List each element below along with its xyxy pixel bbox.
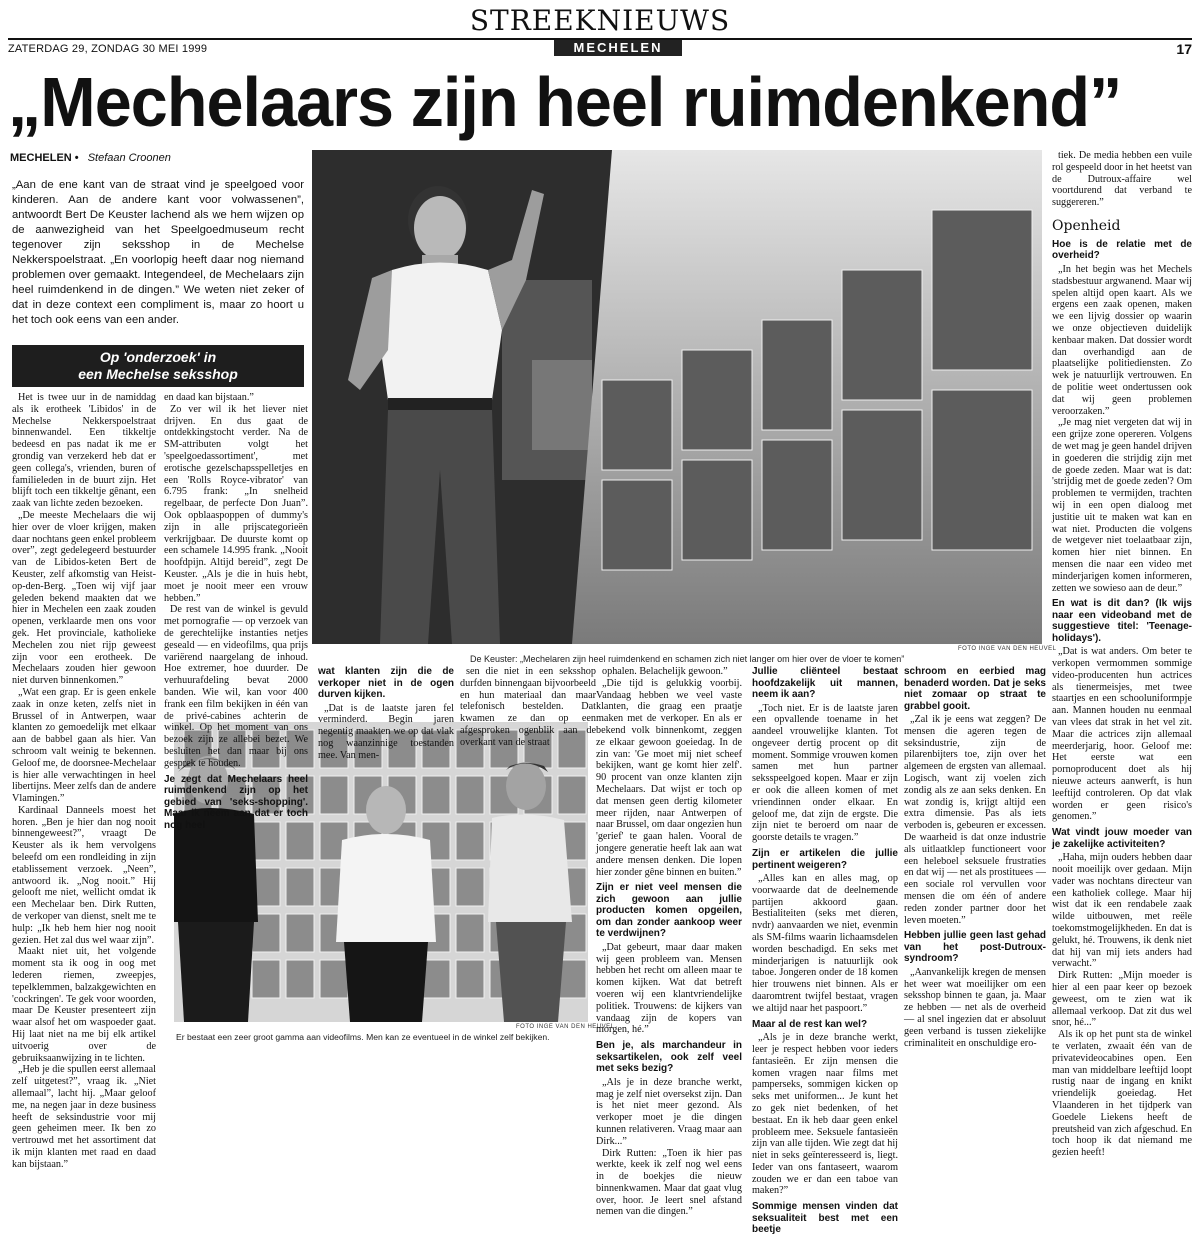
box-heading-line1: Op 'onderzoek' in: [99, 349, 217, 365]
paragraph: „Als je in deze branche werkt, mag je zelf niet oversekst zijn. Dan is het niet meer gezond. Als verkoper moet je die dingen kunnen relativeren. Vraag maar aan Dirk...”: [596, 1076, 742, 1147]
group-photo-credit: FOTO INGE VAN DEN HEUVEL: [516, 1024, 615, 1030]
group-photo-caption: Er bestaat een zeer groot gamma aan videofilms. Men kan ze eventueel in de winkel zelf bekijken.: [176, 1032, 550, 1042]
column-8: [1052, 150, 1192, 1176]
box-heading-line2: een Mechelse seksshop: [78, 366, 238, 382]
column-8-paragraphs-d: [1052, 852, 1192, 1159]
subheading-openheid: Openheid: [1052, 217, 1121, 234]
column-7-paragraphs: [904, 714, 1046, 926]
column-6: [752, 666, 899, 1236]
paragraph: „Heb je die spullen eerst allemaal zelf uitgetest?”, vraag ik. „Niet allemaal”, lacht hij. „Maar geloof me, na negen jaar in deze business heeft de seksindustrie voor mij geen geheimen meer. Ik ben zo vertrouwd met het assortiment dat ik mijn klanten met raad en daad kan bijstaan.”: [12, 1064, 156, 1170]
paragraph: sen die niet in een seksshop durfden binnengaan bijvoorbeeld en hun materiaal dan maar telefonisch bestelden. Dat kwamen ze dan op een afgesproken ogenblik aan de overkant van de straat: [460, 666, 596, 748]
paragraph: „Dat is wat anders. Om beter te verkopen vermommen sommige video-producenten hun actrices als tienermeisjes, met twee staartjes en een schooluniformpje aan. Mannen houden nu eenmaal van vlees dat strak in het vel zit. Maar die actrices zijn allemaal meerderjarig, hoor. Geloof me: Het eerste wat een pornoproducent doet als hij nieuwe acteurs aanwerft, is hun leeftijd controleren. Op dat vlak worden er geen risico's genomen.”: [1052, 646, 1192, 823]
column-7: [904, 666, 1046, 1176]
column-5-paragraphs: [596, 666, 742, 878]
column-6-paragraphs-c: [752, 1032, 898, 1197]
main-photo: [312, 150, 1042, 644]
column-4: [460, 666, 596, 748]
paragraph: „Toch niet. Er is de laatste jaren een opvallende toename in het aandeel vrouwelijke klanten. Tot ongeveer dertig procent op dit moment. Sommige vrouwen komen samen met hun partner seksspeelgoed kopen. Maar er zijn er ook die alleen komen of met vriendinnen onder elkaar. En geloof me, dat zijn de ergste. Die zijn niet te beroerd om naar de goorste details te vragen.”: [752, 702, 899, 844]
paragraph: Kardinaal Danneels moest het horen. „Ben je hier dan nog nooit binnengeweest?”, vraagt De Keuster als ik hem vervolgens beleefd om een rondleiding in zijn etablissement verzoek. „Neen”, antwoord ik. „Nog nooit.” Hij gelooft me niet, wellicht omdat ik een Mechelaar ben. Dirk Rutten, de verkoper van dienst, snelt me te hulp: „Ik heb hem hier nog nooit gezien. Het zal dus wel waar zijn”.: [12, 804, 156, 946]
issue-date: ZATERDAG 29, ZONDAG 30 MEI 1999: [8, 43, 208, 55]
masthead: [0, 4, 1200, 37]
c6-question-3: Maar al de rest kan wel?: [752, 1018, 868, 1030]
column-1: [12, 392, 156, 1176]
paragraph: „Wat een grap. Er is geen enkele zaak in onze keten, zelfs niet in Brussel of in Antwerpen, waar klanten zo gemoedelijk met elkaar aan de babbel gaan als hier. Van schroom valt weinig te bekennen. Geloof me, de doorsnee-Mechelaar is hier alle verwachtingen in heel libertijns. Meer zelfs dan de andere Vlamingen.”: [12, 686, 156, 805]
page-number: 17: [1176, 41, 1192, 57]
masthead-title: STREEKNIEUWS: [469, 4, 731, 37]
paragraph: „Dat gebeurt, maar daar maken wij geen probleem van. Mensen hebben het recht om alleen maar te komen kijken. Wat dat betreft voeren wij een klantvriendelijke politiek. Trouwens: de kijkers van vandaag zijn de kopers van morgen, hé.”: [596, 941, 742, 1036]
c7-question-2: Hebben jullie geen last gehad van het post-Dutroux-syndroom?: [904, 930, 1046, 965]
paragraph: Dirk Rutten: „Mijn moeder is hier al een paar keer op bezoek geweest, om te zien wat ik allemaal verkoop. Dat zit dus wel snor, hé...”: [1052, 970, 1192, 1029]
c2-paragraph-cont: en daad kan bijstaan.”: [164, 392, 254, 403]
c8-question-1: Hoe is de relatie met de overheid?: [1052, 238, 1192, 262]
column-5: [596, 666, 742, 1218]
c2-question: Je zegt dat Mechelaars heel ruimdenkend zijn op het gebied van 'seks-shopping'. Maar ik neem aan dat er toch nog heel: [164, 773, 308, 831]
main-photo-caption: De Keuster: „Mechelaren zijn heel ruimdenkend en schamen zich niet langer om hier over de vloer te komen”: [470, 654, 905, 664]
c6-question-1: Jullie cliënteel bestaat hoofdzakelijk uit mannen, neem ik aan?: [752, 666, 898, 700]
paragraph: „Alles kan en alles mag, op voorwaarde dat de deelnemende partijen akkoord gaan. Bestialiteiten (seks met dieren, nvdr) aanvaarden we niet, evenmin als SM-films waarin lichaamsdelen worden beschadigd. En seks met minderjarigen is natuurlijk ook taboe. Jongeren onder de 18 komen hier trouwens niet binnen. Als er daaromtrent twijfel bestaat, vragen we altijd naar het paspoort.”: [752, 873, 898, 1014]
c7-question-end: schroom en eerbied mag benaderd worden. Dat je seks niet zomaar op straat te grabbel gooit.: [904, 666, 1046, 712]
section-label: MECHELEN: [554, 40, 682, 56]
paragraph: „De meeste Mechelaars die wij hier over de vloer krijgen, maken daar nochtans geen enkel probleem over”, zegt gedelegeerd bestuurder van de Libidos-keten Bert de Keuster, zelf afkomstig van Heist-op-den-Berg. „Toen wij vijf jaar geleden bekend maakten dat we hier in Mechelen een zaak zouden openen, verklaarde men ons voor gek. Het provinciale, katholieke Mechelen zou niet rijp geweest zijn voor een erotheek. De Mechelaars zouden hier gewoon niet durven binnenkomen.”: [12, 509, 156, 687]
paragraph: Het is twee uur in de namiddag als ik erotheek 'Libidos' in de Mechelse Nekkerspoelstraat binnenwandel. Een tikkeltje bedeesd en pas nadat ik me er grondig van verzekerd heb dat er geen collega's, vrienden, buren of familieleden in de buurt zijn. Het blijft toch een tikkeltje gênant, een zaak van lichte zeden bezoeken.: [12, 392, 156, 510]
column-5-paragraphs-b: [596, 942, 742, 1036]
paragraph: Zo ver wil ik het liever niet drijven. En dus gaat de ontdekkingstocht verder. Na de SM-attributen volgt het 'speelgoedassortiment', met erotische gezelschapsspelletjes en een 'Rolls Royce-vibrator' van 6.795 frank: „In snelheid regelbaar, de perfecte Don Juan”. Ook opblaaspoppen of dummy's zijn in alle prijscategorieën verkrijgbaar. De duurste komt op een schamele 14.995 frank. „Nooit hoofdpijn. Altijd bereid”, zegt De Keuster. „Als je die in huis hebt, moet je nooit meer een vrouw hebben.”: [164, 403, 308, 604]
column-6-paragraphs: [752, 703, 898, 845]
paragraph: ophalen. Belachelijk gewoon.”: [602, 666, 728, 677]
intro-paragraph: „Aan de ene kant van de straat vind je speelgoed voor kinderen. Aan de andere kant voor volwassenen”, antwoordt Bert De Keuster lachend als we hem wijzen op de aanwezigheid van het Speelgoedmuseum recht tegenover zijn seksshop in de Mechelse Nekkerspoelstraat. „En voorlopig heeft daar nog niemand problemen over gemaakt. Integendeel, de Mechelaars zijn heel ruimdenkend in de dingen.” We weten niet zeker of dat in deze context een compliment is, maar zo hoort u het toch ook eens van een ander.: [12, 179, 304, 326]
main-photo-credit: FOTO INGE VAN DEN HEUVEL: [958, 646, 1057, 652]
c8-question-2: En wat is dit dan? (Ik wijs naar een videoband met de suggestieve titel: 'Teenage-holidays').: [1052, 598, 1192, 644]
paragraph: Maakt niet uit, het volgende moment sta ik oog in oog met lederen riemen, zweepjes, tepelklemmen, balzakgewichten en 'cockringen'. Te gek voor woorden, maar De Keuster presenteert zijn waar alsof het om waspoeder gaat. Hij laat niet na me bij elk artikel uitvoerig over de gebruiksaanwijzing in te lichten.: [12, 946, 156, 1064]
paragraph: „In het begin was het Mechels stadsbestuur argwanend. Maar wij spelen altijd open kaart. Als we ergens een zaak openen, maken we een lijvig dossier op waarin we onze objectieven duidelijk kenbaar maken. Dat dossier wordt dan overhandigd aan de plaatselijke politiediensten. Zo wek je natuurlijk vertrouwen. En de politie weet ondertussen ook dat wij geen problemen veroorzaken.”: [1052, 263, 1192, 417]
paragraph: tiek. De media hebben een vuile rol gespeeld door in het heetst van de Dutroux-affaire wel voortdurend dat verband te suggereren.”: [1052, 150, 1192, 209]
top-bar: [8, 38, 1192, 56]
column-3-paragraphs: [318, 703, 454, 762]
column-8-paragraphs-b: [1052, 264, 1192, 594]
box-heading: [12, 345, 304, 387]
c8-question-3: Wat vindt jouw moeder van je zakelijke activiteiten?: [1052, 827, 1192, 850]
column-2: [164, 392, 308, 831]
paragraph: „Haha, mijn ouders hebben daar nooit moeilijk over gedaan. Mijn vader was nochtans directeur van een katholiek college. Maar hij wist dat ik een rendabele zaak wilde uitbouwen, met reële toekomstmogelijkheden. En dat is gelukt, hé. Trouwens, ik denk niet dat hij van mij iets anders had verwacht.”: [1052, 852, 1192, 970]
byline: [10, 152, 310, 164]
c6-question-4: Sommige mensen vinden dat seksualiteit best met een beetje: [752, 1201, 898, 1236]
column-8-paragraphs-c: [1052, 646, 1192, 823]
c5-question-2: Ben je, als marchandeur in seksartikelen, ook zelf veel met seks bezig?: [596, 1040, 742, 1075]
column-4-paragraphs: [460, 666, 596, 749]
paragraph: „Die tijd is gelukkig voorbij. Vandaag hebben we veel vaste klanten, die graag een praatje maken met de verkoper. En als er bekend volk binnenkomt, zeggen ze elkaar gewoon goeiedag. In de zin van: 'Ge moet mij niet scheef bekijken, want ge komt hier zelf'. 90 procent van onze klanten zijn Mechelaars. Dat wijst er toch op dat mensen geen dertig kilometer meer rijden, naar Antwerpen of naar Brussel, om daar ongezien hun 'gerief' te gaan halen. Vooral de jongere generatie heeft lak aan wat andere mensen denken. Die lopen hier zonder gêne binnen en buiten.”: [596, 677, 742, 878]
paragraph: Als ik op het punt sta de winkel te verlaten, zwaait één van de privatevideocabines open. Een man van middelbare leeftijd loopt rustig naar de ingang en knikt vriendelijk goeiedag. Het Vlaanderen in het tijdperk van Goedele Liekens heeft de preutsheid van zich afgeschud. En toch hoop ik dat niemand me gezien heeft!: [1052, 1029, 1192, 1159]
dateline: MECHELEN •: [10, 152, 79, 164]
column-6-paragraphs-b: [752, 873, 898, 1015]
headline: „Mechelaars zijn heel ruimdenkend”: [8, 63, 1122, 141]
column-3: [318, 666, 454, 761]
paragraph: De rest van de winkel is gevuld met pornografie — op verzoek van de gerechtelijke instanties netjes geseald — en videofilms, qua prijs variërend naargelang de inhoud. Hoe extremer, hoe duurder. De verhuurafdeling bevat 2000 banden. Wie wil, kan voor 400 frank een film bekijken in één van de privé-cabines achterin de winkel. Op het moment van ons bezoek zijn ze allebei bezet. We besluiten het dan maar bij ons gesprek te houden.: [164, 604, 308, 769]
paragraph: „Dat is de laatste jaren fel verminderd. Begin jaren negentig maakten we op dat vlak nog waanzinnige toestanden mee. Van men-: [318, 702, 454, 761]
paragraph: Dirk Rutten: „Toen ik hier pas werkte, keek ik zelf nog wel eens in de boekjes die nieuw binnenkwamen. Maar dat gaat vlug over, hoor. Je leert snel afstand nemen van die dingen.”: [596, 1147, 742, 1218]
paragraph: „Je mag niet vergeten dat wij in een grijze zone opereren. Volgens de wet mag je geen handel drijven in goederen die strijdig zijn met de goede zeden. Maar wat is dat: 'strijdig met de goede zeden'? Om problemen te vermijden, trachten wij in een open dialoog met justitie uit te maken wat kan en wat niet. Producten die volgens de wetgever niet toelaatbaar zijn, komen hier niet binnen. En mensen die naar een video met minderjarigen komen informeren, zetten we sowieso aan de deur.”: [1052, 417, 1192, 594]
column-2-paragraphs: [164, 404, 308, 770]
main-photo-image: [312, 150, 1042, 644]
c5-question-1: Zijn er niet veel mensen die zich gewoon aan jullie producten komen opgeilen, om dan zonder aankoop weer te verdwijnen?: [596, 882, 742, 940]
column-1-paragraphs: [12, 392, 156, 1171]
paragraph: „Aanvankelijk kregen de mensen het weer wat moeilijker om een seksshop binnen te gaan, ja. Maar ze hebben — net als de overheid — al snel ingezien dat er absoluut geen verband is tussen ziekelijke criminaliteit en onschuldige ero-: [904, 966, 1046, 1049]
author: Stefaan Croonen: [87, 152, 171, 164]
column-5-paragraphs-c: [596, 1077, 742, 1219]
column-8-paragraphs: [1052, 150, 1192, 209]
paragraph: „Als je in deze branche werkt, leer je respect hebben voor ieders fantasieën. Er zijn mensen die komen vragen naar films met pamperseks, sommigen kicken op seks met uniformen... Je kunt het zo gek niet bedenken, of het bestaat. En ik heb daar geen enkel probleem mee. Seksuele fantasieën zijn van alle tijden. Wie zegt dat hij niet in seks geïnteresseerd is, liegt. Ieder van ons fantaseert, waarom zouden we er dan een taboe van maken?”: [752, 1032, 898, 1197]
c3-question-end: wat klanten zijn die de verkoper niet in de ogen durven kijken.: [318, 666, 454, 700]
paragraph: „Zal ik je eens wat zeggen? De mensen die ageren tegen de seksindustrie, zijn de pilarenbijters toe, zijn over het algemeen de ergsten van allemaal. Logisch, want zij voelen zich zondig als ze aan seks denken. En wat zondig is, krijgt altijd een extra dimensie. Pas als iets verboden is, gebeuren er excessen. De waarheid is dat onze industrie als uitlaatklep functioneert voor een heleboel seksuele frustraties en dat wij — net als prostituees — een sociale rol vervullen voor mensen die om één of andere reden zonder partner door het leven moeten.”: [904, 714, 1046, 926]
column-7-paragraphs-b: [904, 967, 1046, 1050]
c6-question-2: Zijn er artikelen die jullie pertinent weigeren?: [752, 848, 898, 871]
